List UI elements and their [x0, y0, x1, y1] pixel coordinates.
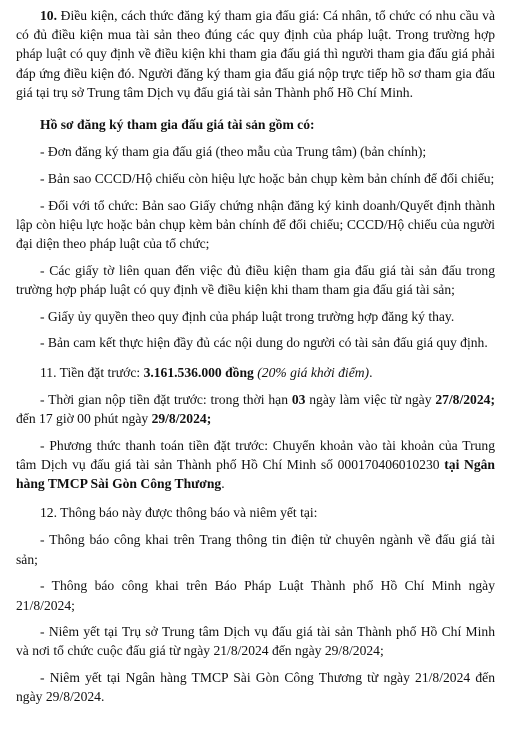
dossier-item-6: - Bản cam kết thực hiện đầy đủ các nội dung do người có tài sản đấu giá quy định. — [40, 335, 488, 351]
dossier-item-2: - Bản sao CCCD/Hộ chiếu còn hiệu lực hoặc bản chụp kèm bản chính để đối chiếu; — [40, 170, 495, 186]
section-10-text: Điều kiện, cách thức đăng ký tham gia đấu giá: Cá nhân, tổ chức có nhu cầu và có đủ điều kiện mua tài sản theo đúng các quy định của pháp luật. Trong trường hợp pháp luật có quy định về điều kiện khi tham gia đấu giá thì người tham gia đấu giá phải đáp ứng điều kiện đó. Người đăng ký tham gia đấu giá nộp trực tiếp hồ sơ tham gia đấu giá tại trụ sở Trung tâm Dịch vụ đấu giá tài sản Thành phố Hồ Chí Minh. — [16, 8, 495, 100]
dossier-item-5: - Giấy ủy quyền theo quy định của pháp luật trong trường hợp đăng ký thay. — [40, 308, 455, 324]
dossier-item-4: - Các giấy tờ liên quan đến việc đủ điều kiện tham gia đấu giá tài sản đấu trong trường hợp pháp luật có quy định về điều kiện khi tham tham gia đấu giá tài sản; — [16, 262, 495, 297]
dossier-heading: Hồ sơ đăng ký tham gia đấu giá tài sản gồm có: — [40, 117, 315, 133]
bank-name: tại Ngân hàng TMCP Sài Gòn Công Thương — [16, 456, 495, 492]
notice-item-3: - Niêm yết tại Trụ sở Trung tâm Dịch vụ đấu giá tài sản Thành phố Hồ Chí Minh và nơi tổ chức cuộc đấu giá từ ngày 21/8/2024 đến ngày 29/8/2024; — [16, 624, 495, 659]
deposit-payment: - Phương thức thanh toán tiền đặt trước: Chuyển khoản vào tài khoản của Trung tâm Dịch vụ đấu giá tài sản Thành phố Hồ Chí Minh số 000170406010230 tại Ngân hàng TMCP Sài Gòn Công Thương. — [16, 437, 495, 492]
dossier-item-3: - Đối với tổ chức: Bản sao Giấy chứng nhận đăng ký kinh doanh/Quyết định thành lập còn hiệu lực hoặc bản chụp kèm bản chính để đối chiếu; CCCD/Hộ chiếu của người đại diện theo pháp luật của tổ chức; — [16, 197, 495, 252]
deposit-time: - Thời gian nộp tiền đặt trước: trong thời hạn 03 ngày làm việc từ ngày 27/8/2024; đến 17 giờ 00 phút ngày 29/8/2024; — [16, 391, 495, 426]
section-12-heading: 12. Thông báo này được thông báo và niêm yết tại: — [40, 505, 318, 521]
deposit-note: (20% giá khởi điểm) — [253, 364, 370, 380]
dossier-item-1: - Đơn đăng ký tham gia đấu giá (theo mẫu của Trung tâm) (bản chính); — [40, 144, 427, 160]
section-10 — [16, 6, 495, 102]
notice-item-2: - Thông báo công khai trên Báo Pháp Luật Thành phố Hồ Chí Minh ngày 21/8/2024; — [16, 578, 495, 613]
notice-item-4: - Niêm yết tại Ngân hàng TMCP Sài Gòn Công Thương từ ngày 21/8/2024 đến ngày 29/8/2024. — [16, 670, 495, 705]
deposit-amount: 3.161.536.000 đồng — [143, 364, 254, 380]
section-11-heading: 11. Tiền đặt trước: 3.161.536.000 đồng (20% giá khởi điểm). — [40, 364, 373, 380]
notice-item-1: - Thông báo công khai trên Trang thông tin điện tử chuyên ngành về đấu giá tài sản; — [16, 532, 495, 567]
section-10-number: 10. — [40, 8, 57, 23]
